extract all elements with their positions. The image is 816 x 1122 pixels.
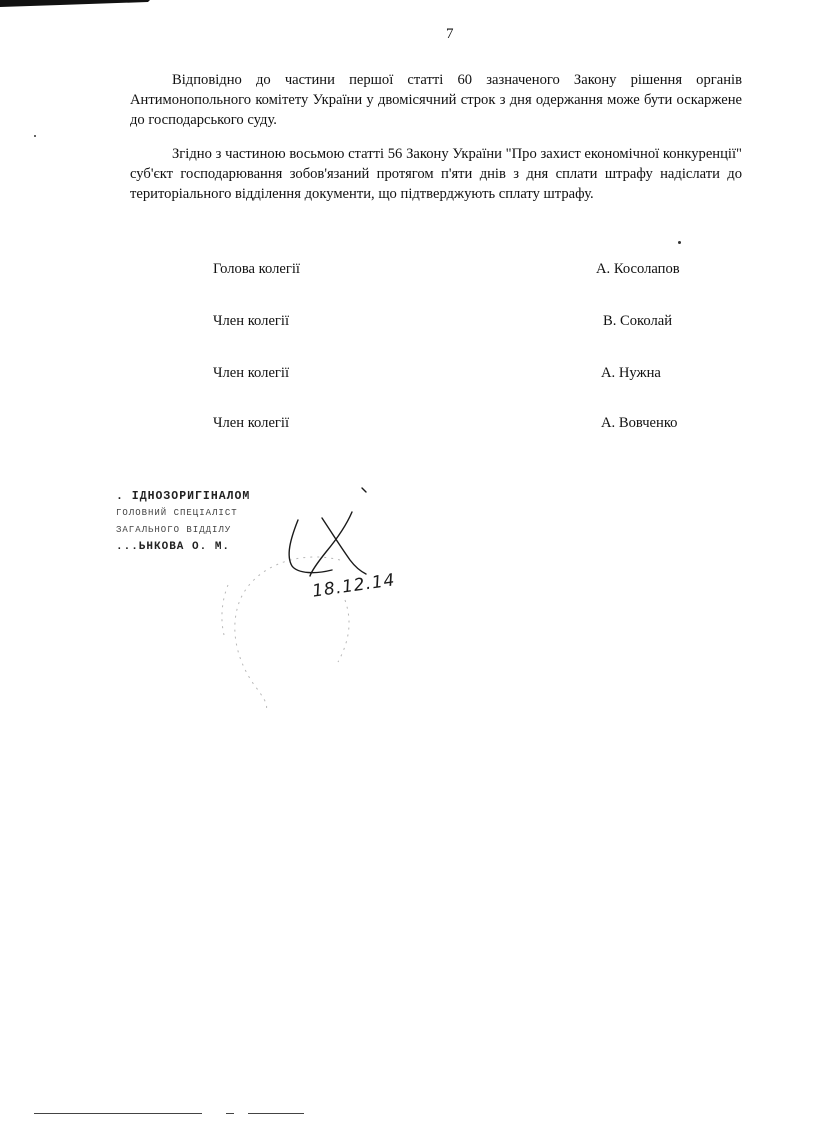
handwritten-date: 18.12.14 — [311, 570, 397, 602]
stamp-line: ГОЛОВНИЙ СПЕЦІАЛІСТ — [116, 508, 238, 518]
stamp-line: . ІДНОЗОРИГІНАЛОМ — [116, 490, 251, 503]
signatory-title: Член колегії — [213, 313, 290, 329]
signatory-title: Член колегії — [213, 365, 290, 381]
signatory-name: В. Соколай — [603, 313, 673, 329]
footer-rule — [248, 1113, 304, 1114]
signatory-title: Член колегії — [213, 415, 290, 431]
page-number: 7 — [446, 26, 454, 42]
scan-speck — [678, 241, 681, 244]
signatory-name: А. Нужна — [601, 365, 661, 381]
paragraph-fine-payment: Згідно з частиною восьмою статті 56 Закону України "Про захист економічної конкуренції" суб'єкт господарювання зобов'язаний протягом п'яти днів з дня сплати штрафу надіслати до територіального відділення документи, що підтверджують сплату штрафу. — [130, 146, 742, 202]
certification-stamp — [116, 488, 286, 556]
signatory-title: Голова колегії — [213, 261, 300, 277]
footer-rule — [226, 1113, 234, 1114]
signature-row — [0, 415, 816, 437]
signatory-name: А. Вовченко — [601, 415, 678, 431]
signature-row — [0, 313, 816, 335]
footer-rule — [34, 1113, 202, 1114]
stamp-line: ...ЬНКОВА О. М. — [116, 541, 231, 553]
signatory-name: А. Косолапов — [596, 261, 680, 277]
stamp-line: ЗАГАЛЬНОГО ВІДДІЛУ — [116, 525, 232, 535]
signature-row — [0, 261, 816, 283]
signature-row — [0, 365, 816, 387]
scan-speck — [34, 135, 36, 137]
paragraph-appeal: Відповідно до частини першої статті 60 зазначеного Закону рішення органів Антимонопольного комітету України у двомісячний строк з дня одержання може бути оскаржене до господарського суду. — [130, 72, 742, 128]
scan-artifact-top — [0, 0, 150, 8]
